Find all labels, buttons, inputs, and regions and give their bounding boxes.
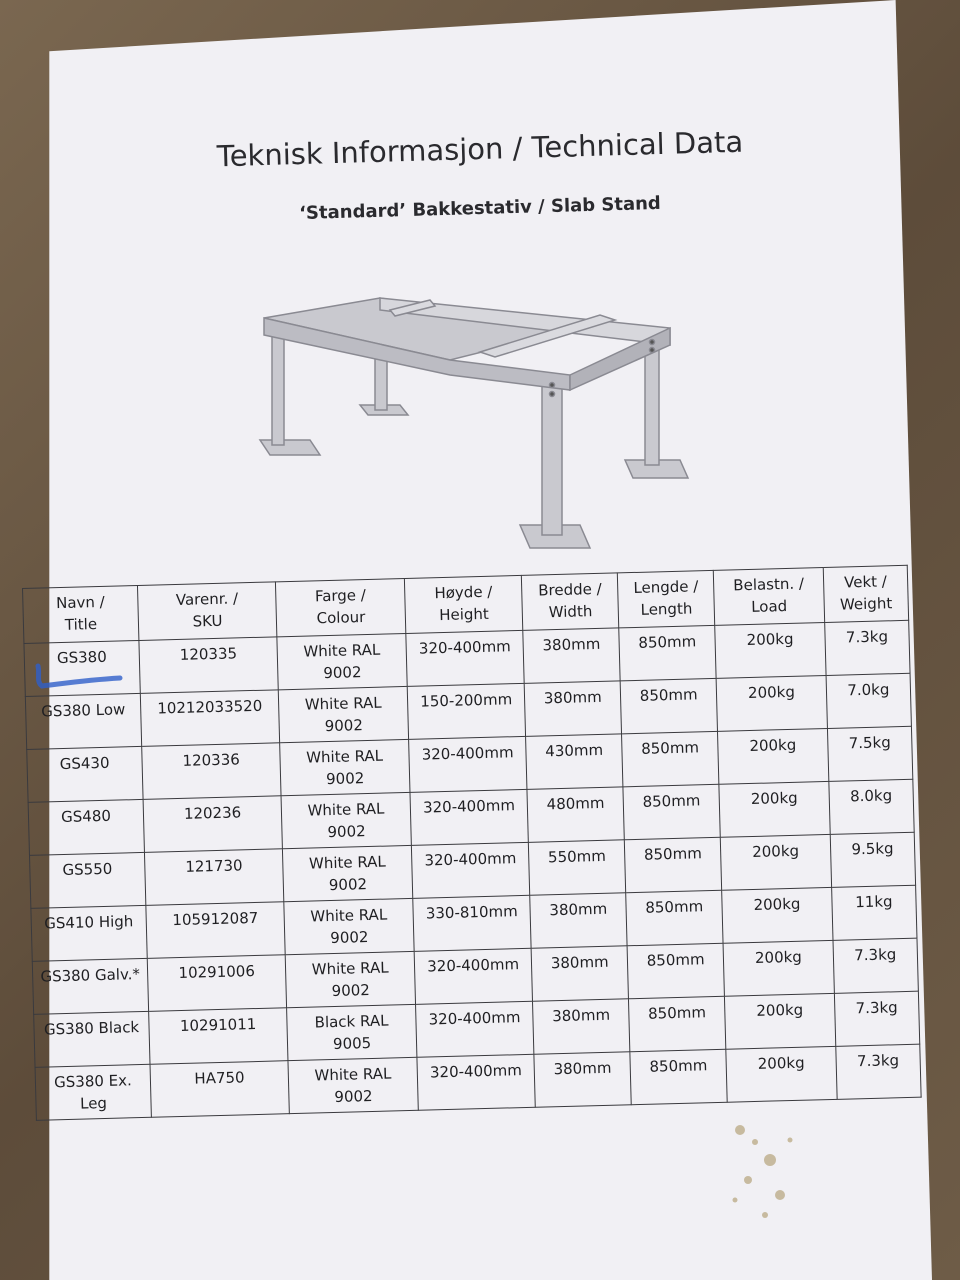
cell-height: 330-810mm xyxy=(413,895,532,951)
header-label-no: Vekt / xyxy=(843,572,888,592)
cell-sku: 10212033520 xyxy=(140,690,279,747)
header-label-no: Farge / xyxy=(314,586,367,606)
header-width xyxy=(522,573,619,630)
header-label-en: Weight xyxy=(839,594,893,614)
cell-length: 850mm xyxy=(629,996,726,1051)
header-label-en: Length xyxy=(640,599,693,619)
cell-length: 850mm xyxy=(627,943,724,998)
cell-weight: 7.3kg xyxy=(833,938,919,993)
cell-name: GS430 xyxy=(27,746,143,802)
cell-height: 320-400mm xyxy=(406,630,525,686)
cell-colour: Black RAL 9005 xyxy=(287,1004,417,1060)
cell-name: GS550 xyxy=(30,852,146,908)
cell-load: 200kg xyxy=(718,728,829,784)
cell-width: 380mm xyxy=(533,999,630,1054)
cell-name: GS380 Low xyxy=(25,693,141,749)
cell-load: 200kg xyxy=(722,887,833,943)
cell-sku: 10291011 xyxy=(149,1008,288,1065)
cell-width: 380mm xyxy=(531,946,628,1001)
cell-width: 380mm xyxy=(530,893,627,948)
cell-weight: 7.3kg xyxy=(824,620,910,675)
cell-name: GS480 xyxy=(28,799,144,855)
header-length xyxy=(618,570,715,627)
cell-colour: White RAL 9002 xyxy=(284,898,414,954)
cell-load: 200kg xyxy=(719,781,830,837)
header-sku xyxy=(138,582,278,641)
cell-name: GS410 High xyxy=(31,905,147,961)
cell-weight: 7.3kg xyxy=(836,1044,922,1099)
cell-load: 200kg xyxy=(720,834,831,890)
cell-length: 850mm xyxy=(620,678,717,733)
cell-name: GS380 Black xyxy=(34,1011,150,1067)
spec-table-wrapper xyxy=(22,565,922,1121)
cell-height: 320-400mm xyxy=(411,842,530,898)
cell-colour: White RAL 9002 xyxy=(285,951,415,1007)
cell-length: 850mm xyxy=(622,731,719,786)
header-label-no: Navn / xyxy=(55,592,105,613)
header-label-no: Lengde / xyxy=(633,577,699,597)
cell-load: 200kg xyxy=(726,1046,837,1102)
cell-load: 200kg xyxy=(715,623,826,679)
cell-sku: 105912087 xyxy=(146,902,285,959)
header-label-no: Bredde / xyxy=(538,579,602,600)
cell-width: 380mm xyxy=(523,628,620,683)
header-label-en: Colour xyxy=(316,608,366,628)
header-load xyxy=(713,568,824,626)
cell-sku: 10291006 xyxy=(147,955,286,1012)
cell-weight: 9.5kg xyxy=(830,832,916,887)
cell-weight: 8.0kg xyxy=(829,779,915,834)
page-subtitle: ‘Standard’ Bakkestativ / Slab Stand xyxy=(298,192,662,225)
cell-weight: 7.5kg xyxy=(827,726,913,781)
cell-colour: White RAL 9002 xyxy=(283,845,413,901)
cell-name: GS380 Ex. Leg xyxy=(35,1064,151,1120)
spec-table xyxy=(22,565,922,1121)
cell-colour: White RAL 9002 xyxy=(280,739,410,795)
cell-height: 320-400mm xyxy=(416,1001,535,1057)
cell-colour: White RAL 9002 xyxy=(288,1057,418,1113)
header-label-en: Load xyxy=(750,596,788,616)
header-weight xyxy=(823,565,909,622)
cell-weight: 7.0kg xyxy=(826,673,912,728)
cell-width: 550mm xyxy=(529,840,626,895)
cell-length: 850mm xyxy=(626,890,723,945)
cell-length: 850mm xyxy=(630,1049,727,1104)
cell-height: 320-400mm xyxy=(414,948,533,1004)
cell-length: 850mm xyxy=(623,784,720,839)
cell-load: 200kg xyxy=(716,675,827,731)
cell-load: 200kg xyxy=(723,940,834,996)
cell-name: GS380 xyxy=(24,640,140,696)
header-colour xyxy=(276,578,406,636)
header-label-no: Belastn. / xyxy=(733,574,805,595)
header-label-no: Varenr. / xyxy=(175,589,239,609)
header-title xyxy=(23,585,139,643)
cell-width: 380mm xyxy=(534,1052,631,1107)
cell-length: 850mm xyxy=(625,837,722,892)
cell-load: 200kg xyxy=(725,993,836,1049)
cell-weight: 11kg xyxy=(831,885,917,940)
cell-height: 320-400mm xyxy=(409,736,528,792)
table-body xyxy=(24,620,921,1120)
cell-height: 320-400mm xyxy=(410,789,529,845)
header-label-en: Height xyxy=(438,604,490,625)
cell-height: 320-400mm xyxy=(417,1054,536,1110)
header-label-no: Høyde / xyxy=(434,582,493,603)
cell-name: GS380 Galv.* xyxy=(32,958,148,1014)
header-label-en: SKU xyxy=(192,611,223,631)
header-label-en: Width xyxy=(548,602,593,622)
cell-width: 380mm xyxy=(524,681,621,736)
cell-weight: 7.3kg xyxy=(834,991,920,1046)
cell-width: 430mm xyxy=(526,734,623,789)
header-label-en: Title xyxy=(64,615,98,634)
cell-width: 480mm xyxy=(527,787,624,842)
cell-colour: White RAL 9002 xyxy=(278,686,408,742)
page-title: Teknisk Informasjon / Technical Data xyxy=(216,124,744,174)
cell-sku: HA750 xyxy=(150,1061,289,1118)
cell-sku: 121730 xyxy=(145,849,284,906)
cell-colour: White RAL 9002 xyxy=(281,792,411,848)
cell-length: 850mm xyxy=(619,625,716,680)
slab-stand-icon xyxy=(250,290,690,560)
cell-height: 150-200mm xyxy=(407,683,526,739)
cell-sku: 120335 xyxy=(139,637,278,694)
cell-colour: White RAL 9002 xyxy=(277,633,407,689)
cell-sku: 120336 xyxy=(142,743,281,800)
cell-sku: 120236 xyxy=(143,796,282,853)
header-height xyxy=(404,575,523,633)
